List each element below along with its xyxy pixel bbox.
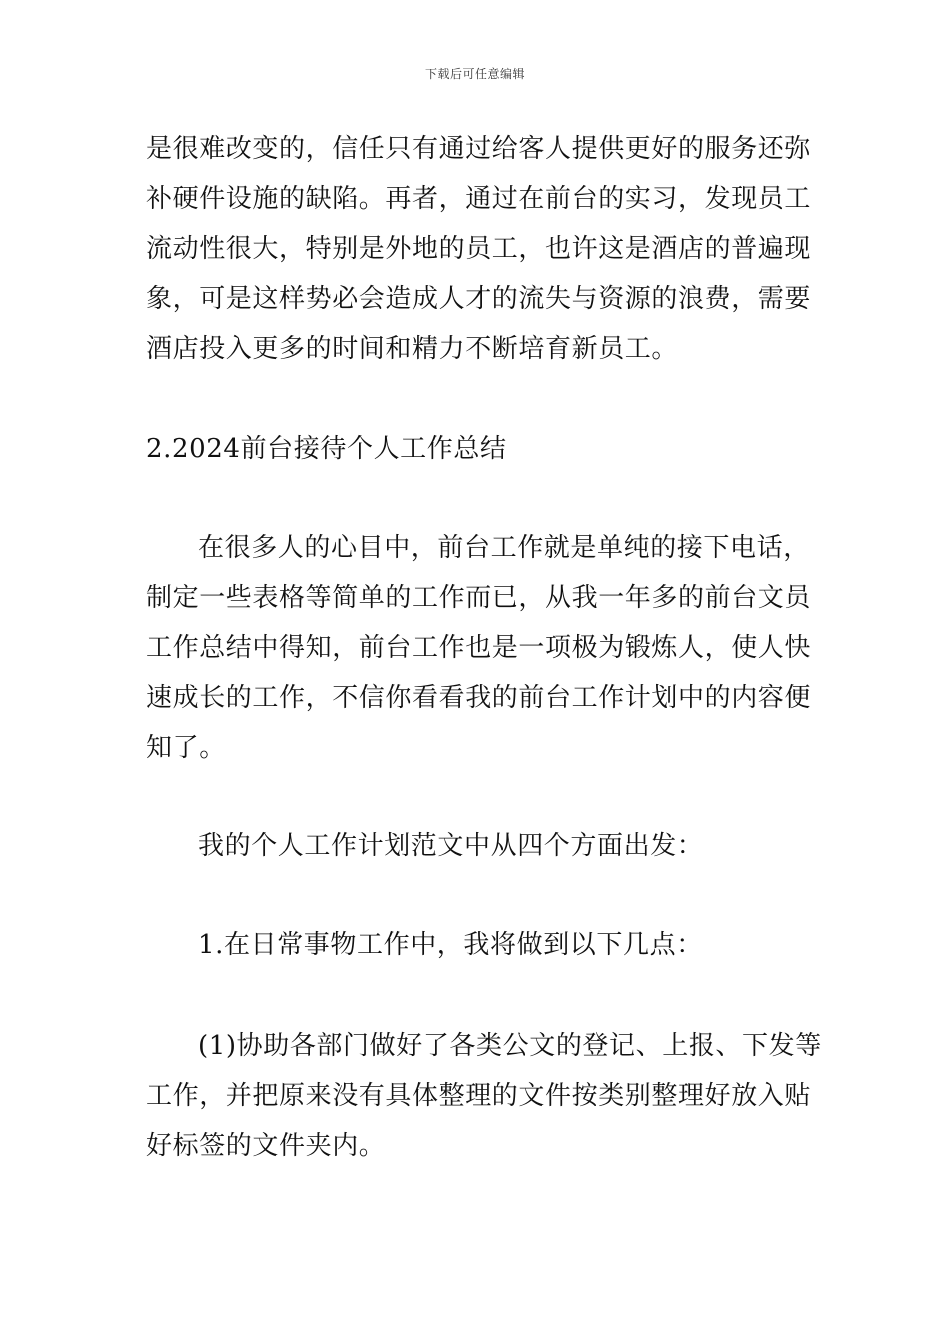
paragraph-line: 制定一些表格等简单的工作而已，从我一年多的前台文员 (146, 583, 812, 613)
paragraph-line: 好标签的文件夹内。 (146, 1131, 386, 1161)
paragraph-3 (146, 821, 810, 871)
paragraph-line: 在很多人的心目中，前台工作就是单纯的接下电话， (198, 533, 810, 563)
paragraph-line: 补硬件设施的缺陷。再者，通过在前台的实习，发现员工 (146, 184, 812, 214)
section-heading (146, 424, 810, 474)
paragraph-line: 是很难改变的，信任只有通过给客人提供更好的服务还弥 (146, 134, 812, 164)
header-note: 下载后可任意编辑 (424, 67, 525, 81)
paragraph-line: 速成长的工作，不信你看看我的前台工作计划中的内容便 (146, 683, 812, 713)
paragraph-line: 象，可是这样势必会造成人才的流失与资源的浪费，需要 (146, 284, 812, 314)
section-heading-text: 2.2024前台接待个人工作总结 (146, 434, 507, 464)
paragraph-line: 我的个人工作计划范文中从四个方面出发： (198, 831, 704, 861)
paragraph-line: 1.在日常事物工作中，我将做到以下几点： (198, 930, 703, 960)
paragraph-line: 工作总结中得知，前台工作也是一项极为锻炼人，使人快 (146, 633, 812, 663)
paragraph-line: 流动性很大，特别是外地的员工，也许这是酒店的普遍现 (146, 234, 812, 264)
paragraph-line: 酒店投入更多的时间和精力不断培育新员工。 (146, 334, 679, 364)
paragraph-line: 工作，并把原来没有具体整理的文件按类别整理好放入贴 (146, 1081, 812, 1111)
paragraph-5 (146, 1021, 822, 1171)
paragraph-1 (146, 124, 810, 374)
paragraph-line: (1)协助各部门做好了各类公文的登记、上报、下发等 (198, 1031, 822, 1061)
paragraph-line: 知了。 (146, 733, 226, 763)
paragraph-2 (146, 523, 810, 773)
paragraph-4 (146, 920, 810, 970)
